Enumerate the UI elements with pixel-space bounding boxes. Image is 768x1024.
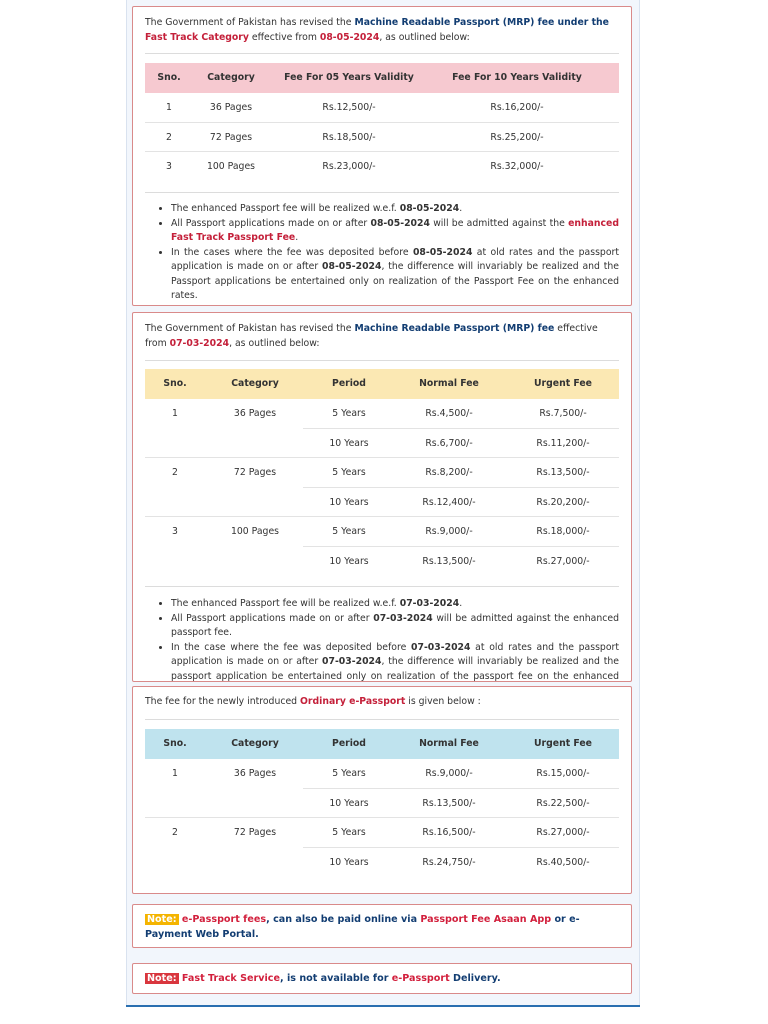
table-row [145, 123, 619, 153]
table-cell: Rs.9,000/- [425, 526, 473, 538]
table-cell: Rs.13,500/- [422, 797, 476, 809]
table-cell: Rs.7,500/- [539, 408, 587, 419]
column-header: Sno. [163, 378, 187, 389]
table-cell: 5 Years [332, 467, 366, 479]
online-payment-note [132, 904, 632, 948]
table-cell: Rs.9,000/- [425, 768, 473, 779]
table-cell: 3 [172, 526, 178, 538]
column-header: Urgent Fee [534, 738, 592, 749]
column-header: Normal Fee [419, 738, 479, 749]
table-cell: 3 [166, 161, 172, 172]
table-cell: Rs.16,200/- [490, 102, 544, 113]
table-header [145, 729, 619, 759]
table-cell: 72 Pages [209, 131, 253, 143]
table-cell: Rs.23,000/- [322, 161, 376, 172]
list-item: • The enhanced Passport fee will be realized w.e.f. 07-03-2024. [171, 597, 619, 612]
list-item: • In the cases where the fee was deposited before 08-05-2024 at old rates and the passport application is made on or after 08-05-2024, the difference will invariably be realized and the Passport applications be entertained only on realization of the Passport Fee on the enhanced rates. [171, 246, 619, 304]
table-row [145, 93, 619, 123]
column-header: Fee For 10 Years Validity [452, 72, 582, 83]
table-cell: Rs.20,200/- [536, 496, 590, 508]
table-cell: Rs.11,200/- [536, 437, 590, 449]
table-cell: Rs.8,200/- [425, 467, 473, 479]
list-item: • In the case where the fee was deposited before 07-03-2024 at old rates and the passport application is made on or after 07-03-2024, the difference will invariably be realized and the passport application be entertained only on realization of the passport fee on the enhanced [171, 641, 619, 699]
column-header: Sno. [163, 738, 187, 749]
table-cell: 72 Pages [233, 467, 277, 479]
divider [145, 586, 619, 587]
list-item: • All Passport applications made on or after 08-05-2024 will be admitted against the enhanced Fast Track Passport Fee. [171, 217, 619, 246]
list-item: • The enhanced Passport fee will be realized w.e.f. 08-05-2024. [171, 202, 619, 217]
epassport-fee-panel [132, 686, 632, 894]
table-cell: 10 Years [329, 555, 369, 567]
column-header: Category [207, 72, 255, 83]
divider [145, 719, 619, 720]
table-header [145, 63, 619, 93]
mrp-notes [157, 597, 619, 699]
row-divider [303, 847, 619, 848]
table-cell: 5 Years [332, 526, 366, 538]
fast-track-unavailable-note-text: Note: Fast Track Service, is not available for e-Passport Delivery. [147, 973, 501, 984]
note-badge: Note: [147, 973, 177, 984]
table-cell: Rs.40,500/- [536, 856, 590, 868]
table-cell: Rs.32,000/- [490, 161, 544, 172]
table-row-group [145, 399, 619, 458]
column-header: Category [231, 738, 279, 749]
fast-track-unavailable-note [132, 963, 632, 994]
bottom-rule [126, 1005, 640, 1007]
epassport-intro: The fee for the newly introduced Ordinary e-Passport is given below : [145, 696, 481, 707]
table-cell: 10 Years [329, 496, 369, 508]
table-cell: Rs.13,500/- [422, 555, 476, 567]
table-row-group [145, 517, 619, 576]
mrp-fee-panel [132, 312, 632, 682]
column-header: Period [332, 378, 366, 389]
table-cell: Rs.18,000/- [536, 526, 590, 538]
divider [145, 360, 619, 361]
table-cell: Rs.4,500/- [425, 408, 473, 419]
divider [145, 192, 619, 193]
table-cell: Rs.27,000/- [536, 555, 590, 567]
table-cell: 2 [166, 131, 172, 143]
row-divider [303, 788, 619, 789]
table-row [145, 152, 619, 182]
table-cell: 5 Years [332, 408, 366, 419]
table-cell: Rs.12,400/- [422, 496, 476, 508]
table-cell: 2 [172, 827, 178, 838]
row-divider [303, 546, 619, 547]
table-cell: Rs.16,500/- [422, 827, 476, 838]
table-cell: Rs.13,500/- [536, 467, 590, 479]
column-header: Fee For 05 Years Validity [284, 72, 414, 83]
table-cell: 10 Years [329, 437, 369, 449]
mrp-fee-table [145, 369, 619, 589]
online-payment-note-text: Note: e-Passport fees, can also be paid online via Passport Fee Asaan App or e-Payment Web Portal. [145, 914, 580, 940]
table-cell: Rs.22,500/- [536, 797, 590, 809]
table-row-group [145, 818, 619, 877]
table-row-group [145, 458, 619, 517]
table-cell: 5 Years [332, 768, 366, 779]
table-cell: 1 [166, 102, 172, 113]
note-badge: Note: [147, 914, 177, 925]
column-header: Category [231, 378, 279, 389]
column-header: Normal Fee [419, 378, 479, 389]
divider [145, 53, 619, 54]
table-cell: Rs.25,200/- [490, 131, 544, 143]
table-header [145, 369, 619, 399]
table-cell: 36 Pages [233, 768, 277, 779]
mrp-intro: The Government of Pakistan has revised the Machine Readable Passport (MRP) fee effective from 07-03-2024, as outlined below: [145, 323, 598, 349]
passport-fee-asaan-app-link[interactable]: Passport Fee Asaan App [420, 914, 552, 925]
row-divider [303, 428, 619, 429]
fast-track-fee-panel [132, 6, 632, 306]
fast-track-intro: The Government of Pakistan has revised the Machine Readable Passport (MRP) fee under the Fast Track Category effective from 08-05-2024, as outlined below: [145, 17, 609, 43]
table-cell: 5 Years [332, 827, 366, 838]
table-cell: 1 [172, 408, 178, 419]
table-cell: 2 [172, 467, 178, 479]
table-cell: 10 Years [329, 797, 369, 809]
table-cell: 100 Pages [230, 526, 280, 538]
table-cell: Rs.6,700/- [425, 437, 473, 449]
list-item: • All Passport applications made on or after 07-03-2024 will be admitted against the enhanced passport fee. [171, 612, 619, 641]
table-cell: 36 Pages [209, 102, 253, 113]
row-divider [303, 487, 619, 488]
column-header: Sno. [157, 72, 181, 83]
epassport-fee-table [145, 729, 619, 879]
fast-track-notes [157, 202, 619, 304]
table-cell: 100 Pages [206, 161, 256, 172]
column-header: Period [332, 738, 366, 749]
table-cell: Rs.15,000/- [536, 768, 590, 779]
table-cell: 1 [172, 768, 178, 779]
fast-track-fee-table [145, 63, 619, 193]
table-cell: Rs.24,750/- [422, 856, 476, 868]
column-header: Urgent Fee [534, 378, 592, 389]
table-cell: Rs.12,500/- [322, 102, 376, 113]
table-cell: 36 Pages [233, 408, 277, 419]
table-cell: 72 Pages [233, 827, 277, 838]
table-row-group [145, 759, 619, 818]
table-cell: 10 Years [329, 856, 369, 868]
table-cell: Rs.18,500/- [322, 131, 376, 143]
table-cell: Rs.27,000/- [536, 827, 590, 838]
